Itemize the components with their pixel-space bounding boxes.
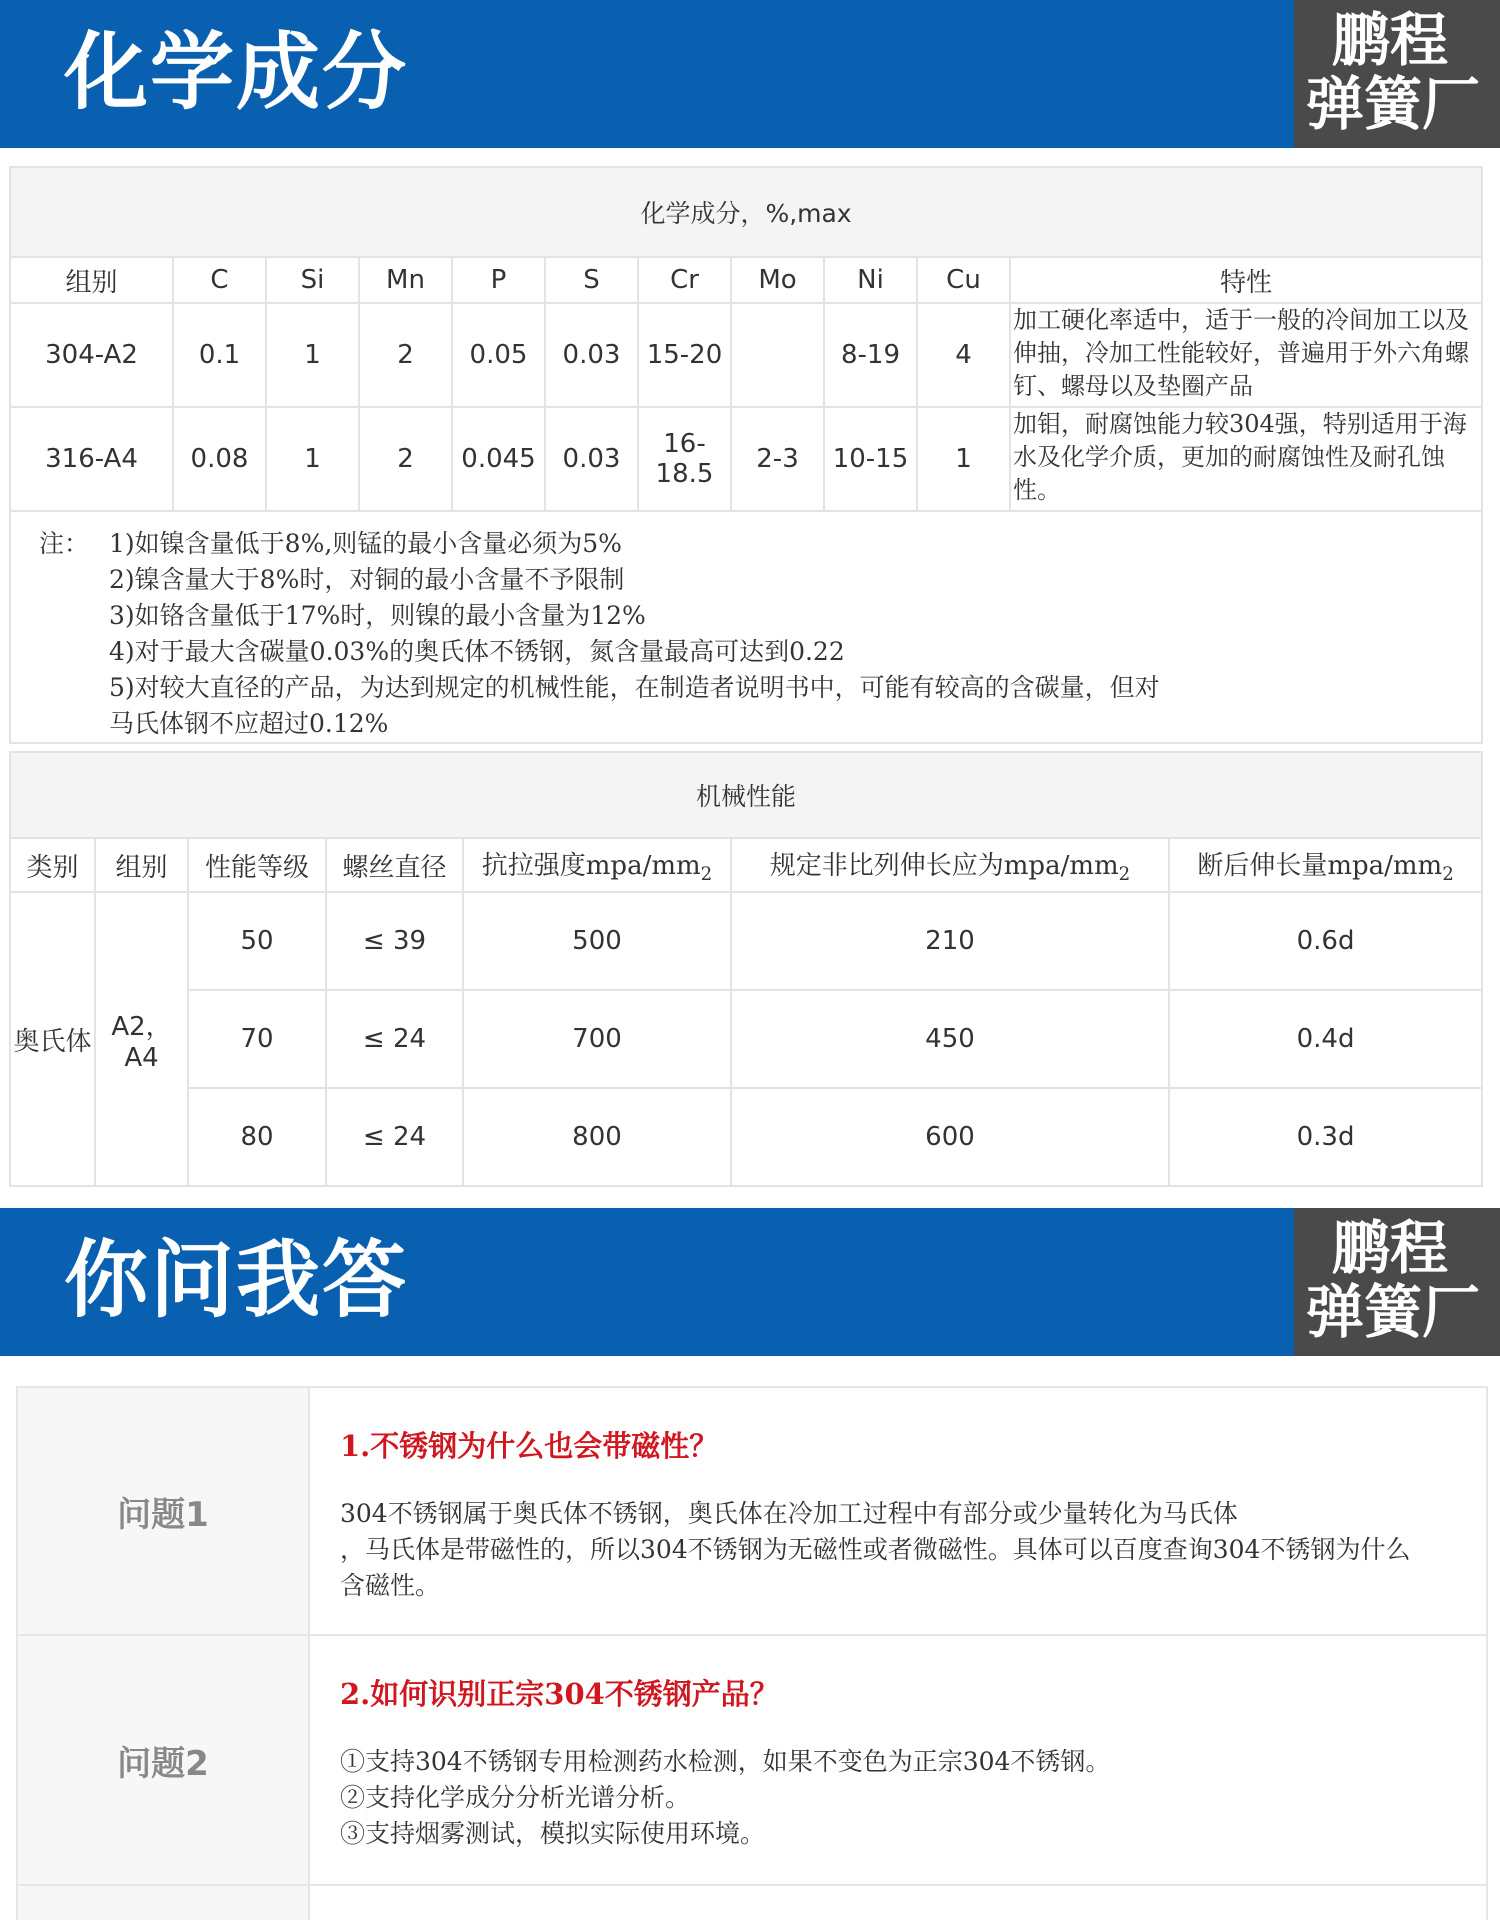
chem-cell: 0.05: [452, 303, 545, 407]
logo-line-2: 弹簧厂: [1306, 1278, 1481, 1346]
chem-cell: 0.03: [545, 407, 638, 511]
mech-header: [463, 838, 731, 892]
qa-item: [18, 1886, 1486, 1920]
chem-trait: 加钼，耐腐蚀能力较304强，特别适用于海水及化学介质，更加的耐腐蚀性及耐孔蚀性。: [1010, 407, 1482, 511]
table-row: [10, 407, 1482, 511]
mech-header-text: 抗拉强度mpa/mm: [481, 851, 701, 881]
qa-label-empty: [18, 1886, 310, 1920]
note-item: 4)对于最大含碳量0.03%的奥氏体不锈钢，氮含量最高可达到0.22: [109, 637, 845, 666]
mech-header: 类别: [10, 838, 95, 892]
note-item: 1)如镍含量低于8%,则锰的最小含量必须为5%: [109, 529, 622, 558]
mech-header: [1169, 838, 1482, 892]
answer-line: ②支持化学成分分析光谱分析。: [340, 1783, 691, 1812]
chem-cell: 2-3: [731, 407, 824, 511]
logo-line-2: 弹簧厂: [1306, 70, 1481, 138]
mech-cell: 450: [731, 990, 1169, 1088]
logo-line-1: 鹏程: [1332, 1214, 1449, 1282]
chem-header: Ni: [824, 257, 917, 303]
mech-cell: 50: [188, 892, 326, 990]
chem-header: S: [545, 257, 638, 303]
qa-item: [18, 1636, 1486, 1886]
brand-logo: [1294, 1208, 1500, 1356]
mech-cell: 80: [188, 1088, 326, 1186]
qa-answer: [340, 1496, 1486, 1604]
mech-cell: 600: [731, 1088, 1169, 1186]
chem-header: 特性: [1010, 257, 1482, 303]
chem-caption: 化学成分，%,max: [10, 167, 1482, 257]
chem-cell: 10-15: [824, 407, 917, 511]
chem-cell: 2: [359, 407, 452, 511]
mech-cell: ≤ 24: [326, 990, 463, 1088]
chem-cell: 2: [359, 303, 452, 407]
qa-label: 问题2: [18, 1636, 310, 1884]
chem-cell: 1: [266, 407, 359, 511]
answer-line: 304不锈钢属于奥氏体不锈钢，奥氏体在冷加工过程中有部分或少量转化为马氏体: [340, 1499, 1238, 1528]
chem-header: P: [452, 257, 545, 303]
chem-header: Cu: [917, 257, 1010, 303]
note-item: 2)镍含量大于8%时，对铜的最小含量不予限制: [109, 565, 625, 594]
note-item: 5)对较大直径的产品，为达到规定的机械性能，在制造者说明书中，可能有较高的含碳量，但对: [109, 673, 1160, 702]
chem-cell: 0.08: [173, 407, 266, 511]
banner-title: 你问我答: [64, 1231, 409, 1329]
qa-banner: [0, 1208, 1500, 1356]
chem-cell: 0.1: [173, 303, 266, 407]
chem-cell: [731, 303, 824, 407]
chem-header-row: [10, 257, 1482, 303]
chem-cell: 8-19: [824, 303, 917, 407]
mech-cell: ≤ 24: [326, 1088, 463, 1186]
chem-header: Si: [266, 257, 359, 303]
banner-title: 化学成分: [64, 23, 409, 121]
mech-caption: 机械性能: [10, 752, 1482, 838]
chem-cell: 16-18.5: [638, 407, 731, 511]
mech-cell: 0.3d: [1169, 1088, 1482, 1186]
chem-header: C: [173, 257, 266, 303]
unit-subscript: 2: [1118, 864, 1131, 885]
mech-header: 组别: [95, 838, 188, 892]
answer-line: ①支持304不锈钢专用检测药水检测，如果不变色为正宗304不锈钢。: [340, 1747, 1111, 1776]
mech-header-text: 规定非比列伸长应为mpa/mm: [769, 851, 1119, 881]
qa-label: 问题1: [18, 1388, 310, 1634]
mech-header-row: [10, 838, 1482, 892]
unit-subscript: 2: [1442, 864, 1454, 885]
mechanical-properties-table: [9, 751, 1483, 1187]
table-row: [10, 892, 1482, 990]
qa-list: [16, 1386, 1488, 1920]
notes-label: 注：: [39, 529, 90, 558]
chem-cell: 15-20: [638, 303, 731, 407]
chem-cell: 4: [917, 303, 1010, 407]
chem-cell: 0.045: [452, 407, 545, 511]
qa-answer: [340, 1744, 1486, 1852]
chem-header: Cr: [638, 257, 731, 303]
note-item: 马氏体钢不应超过0.12%: [109, 709, 389, 738]
chem-notes: [10, 511, 1482, 743]
answer-line: 含磁性。: [340, 1571, 441, 1600]
table-row: [10, 990, 1482, 1088]
mech-header-text: 断后伸长量mpa/mm: [1197, 851, 1443, 881]
mech-cell: 0.6d: [1169, 892, 1482, 990]
answer-line: ③支持烟雾测试，模拟实际使用环境。: [340, 1819, 766, 1848]
chem-cell: 0.03: [545, 303, 638, 407]
mech-cell: 210: [731, 892, 1169, 990]
qa-question: 2.如何识别正宗304不锈钢产品？: [340, 1677, 779, 1711]
mech-cell: 700: [463, 990, 731, 1088]
mech-cell: 70: [188, 990, 326, 1088]
mech-header: 螺丝直径: [326, 838, 463, 892]
chem-cell: 316-A4: [10, 407, 173, 511]
note-item: 3)如铬含量低于17%时，则镍的最小含量为12%: [109, 601, 646, 630]
mech-category: 奥氏体: [10, 892, 95, 1186]
chem-cell: 1: [917, 407, 1010, 511]
chemical-composition-banner: [0, 0, 1500, 148]
chem-header: Mn: [359, 257, 452, 303]
chem-header: Mo: [731, 257, 824, 303]
qa-item: [18, 1388, 1486, 1636]
chem-trait: 加工硬化率适中，适于一般的冷间加工以及伸抽，冷加工性能较好，普遍用于外六角螺钉、螺母以及垫圈产品: [1010, 303, 1482, 407]
chemical-composition-table: [9, 166, 1483, 744]
mech-cell: 800: [463, 1088, 731, 1186]
answer-line: ，马氏体是带磁性的，所以304不锈钢为无磁性或者微磁性。具体可以百度查询304不锈钢为什么: [340, 1535, 1411, 1564]
mech-header: [731, 838, 1169, 892]
unit-subscript: 2: [700, 864, 713, 885]
chem-cell: 1: [266, 303, 359, 407]
chem-cell: 304-A2: [10, 303, 173, 407]
mech-group: A2，A4: [95, 892, 188, 1186]
logo-line-1: 鹏程: [1332, 6, 1449, 74]
table-row: [10, 1088, 1482, 1186]
mech-cell: ≤ 39: [326, 892, 463, 990]
mech-header: 性能等级: [188, 838, 326, 892]
qa-question: 1.不锈钢为什么也会带磁性？: [340, 1429, 719, 1463]
table-row: [10, 303, 1482, 407]
brand-logo: [1294, 0, 1500, 148]
mech-cell: 500: [463, 892, 731, 990]
chem-header: 组别: [10, 257, 173, 303]
mech-cell: 0.4d: [1169, 990, 1482, 1088]
